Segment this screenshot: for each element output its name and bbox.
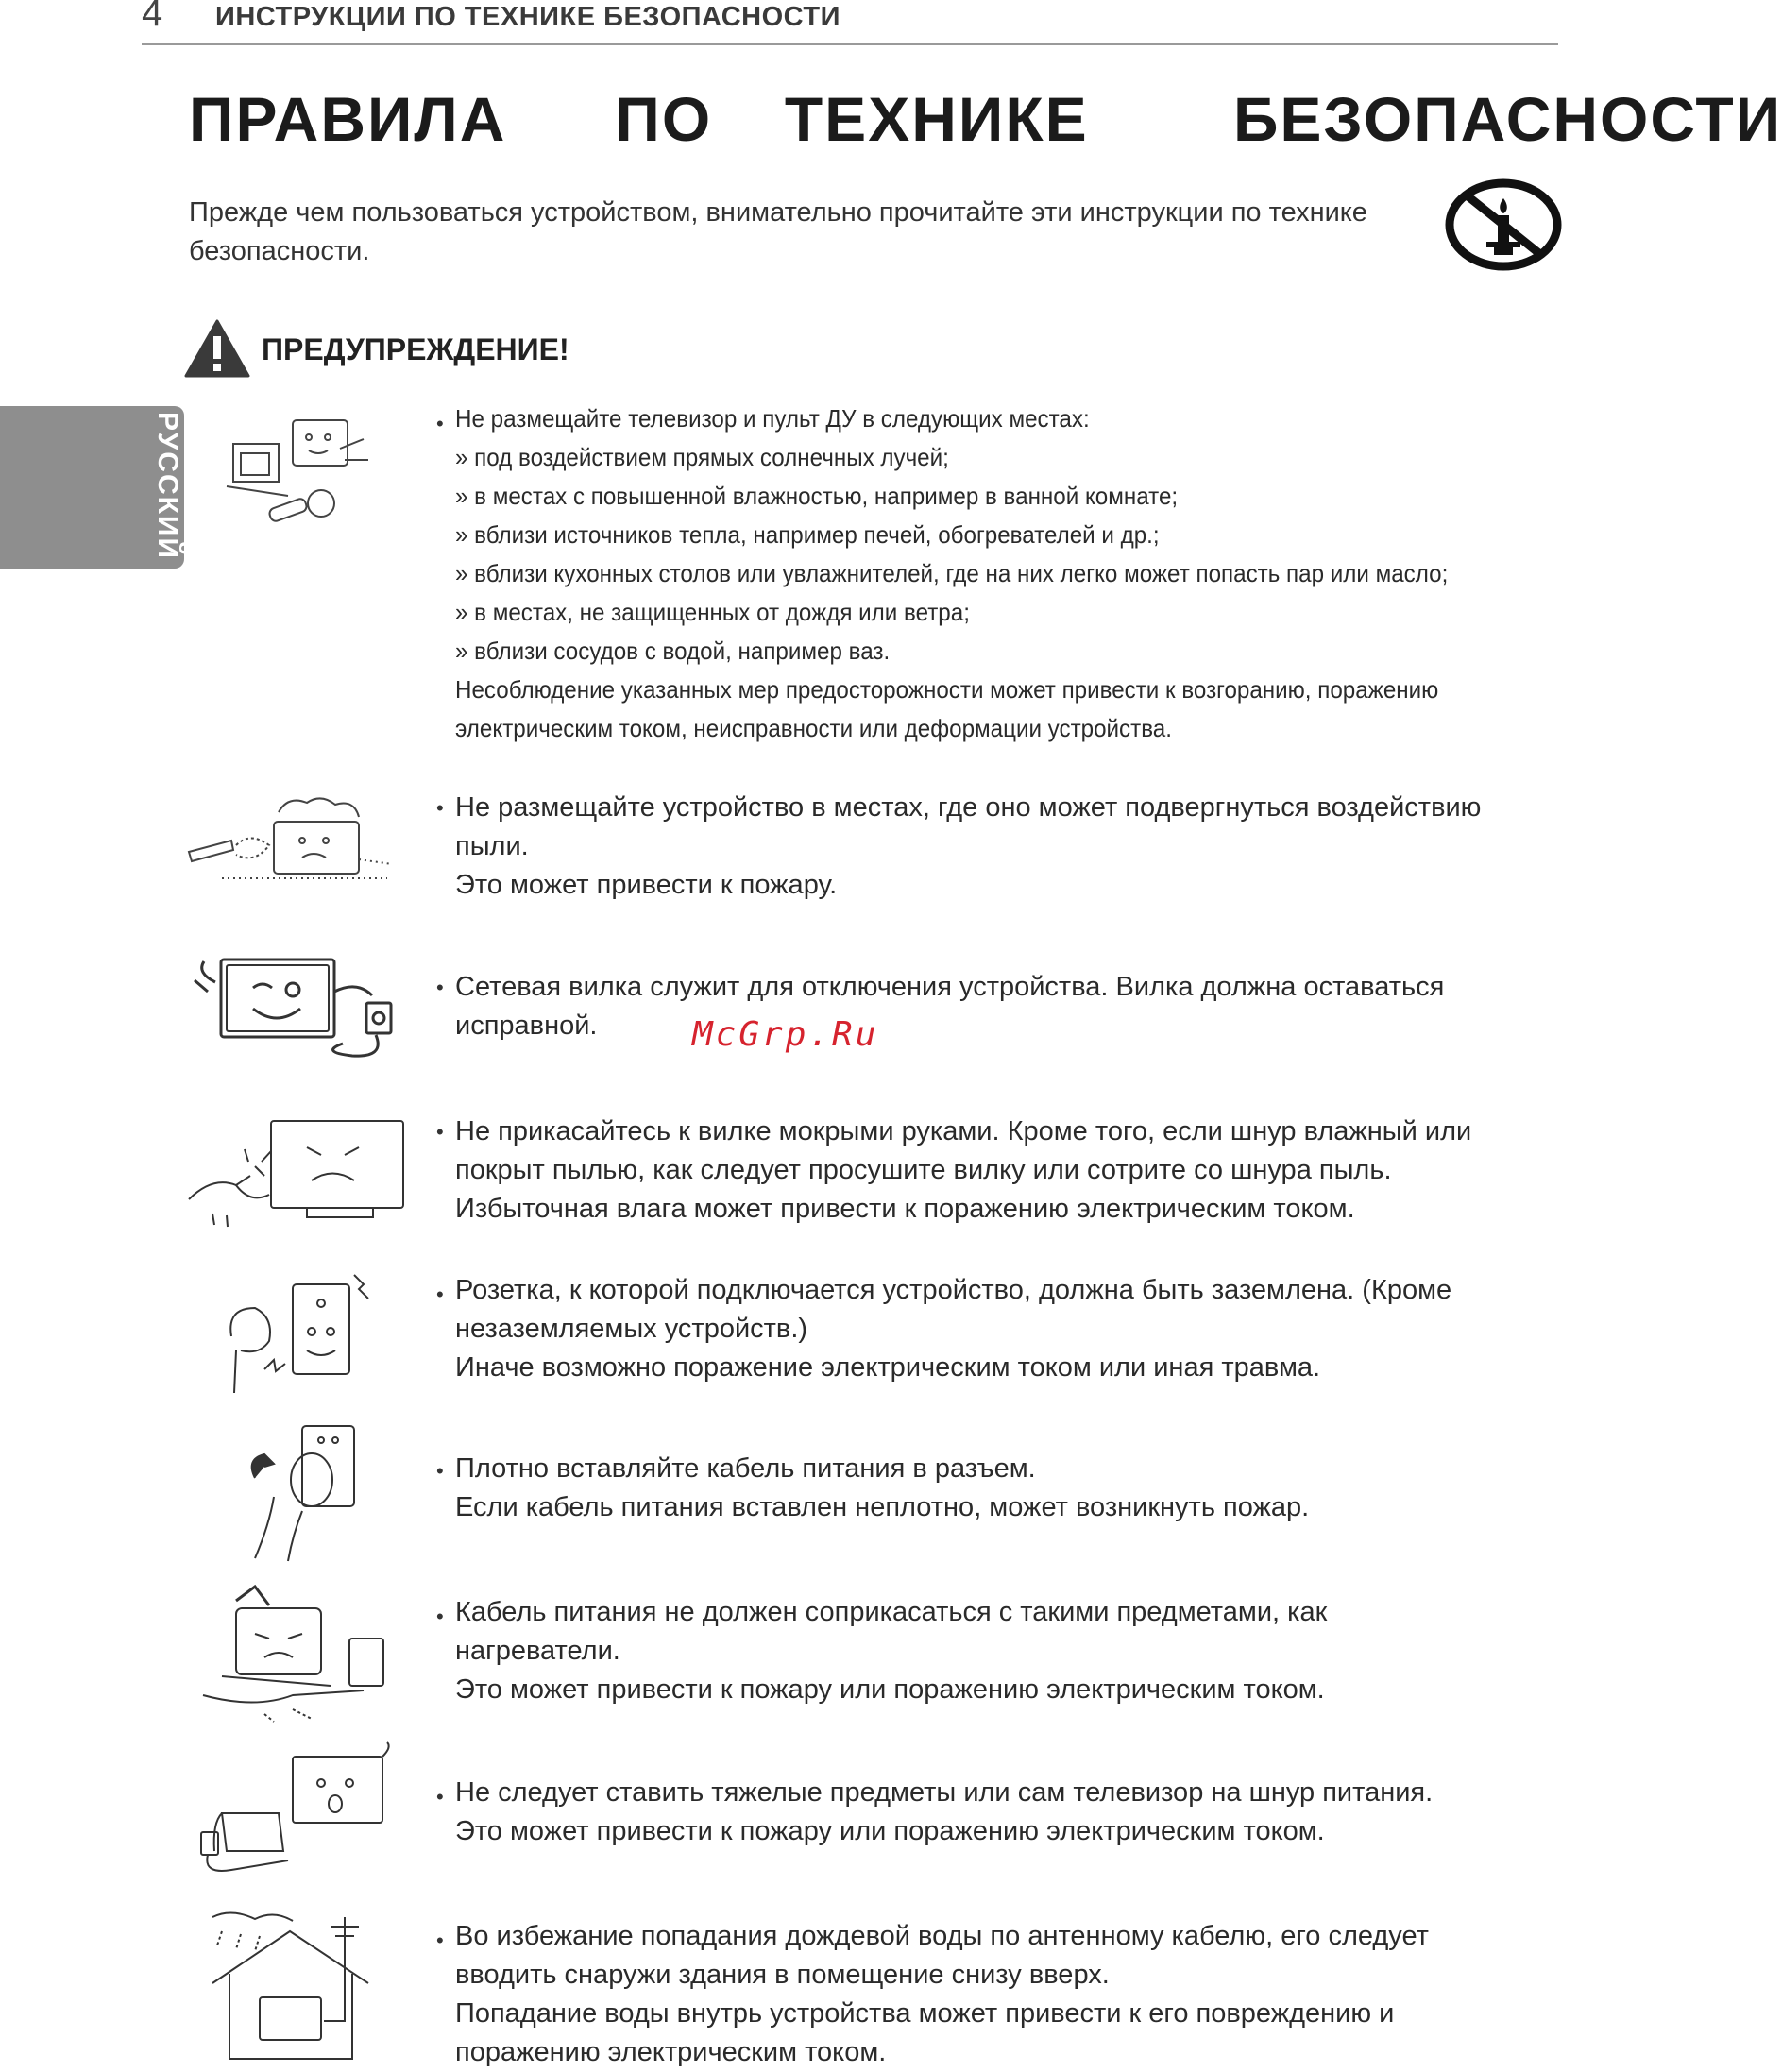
wet-hands-icon — [184, 1110, 411, 1232]
safety-item-line: Не размещайте телевизор и пульт ДУ в следующих местах: — [455, 404, 1090, 433]
page-number: 4 — [142, 0, 163, 34]
safety-item — [455, 1593, 1551, 1709]
safety-item — [455, 968, 1551, 1045]
safety-item-line: незаземляемых устройств.) — [455, 1314, 808, 1344]
safety-item-line: вводить снаружи здания в помещение снизу вверх. — [455, 1960, 1110, 1990]
page-title: ПРАВИЛА ПО ТЕХНИКЕ БЕЗОПАСНОСТИ — [189, 84, 1782, 154]
safety-item-line: Не прикасайтесь к вилке мокрыми руками. Кроме того, если шнур влажный или — [455, 1116, 1472, 1146]
safety-item-line: Это может привести к пожару. — [455, 870, 838, 900]
warning-triangle-icon — [184, 319, 250, 378]
safety-item-line: Плотно вставляйте кабель питания в разъем. — [455, 1453, 1036, 1484]
safety-item-line: исправной. — [455, 1011, 598, 1041]
dust-tv-icon — [184, 793, 397, 888]
grounded-outlet-icon — [217, 1265, 373, 1398]
safety-item-line: пыли. — [455, 831, 529, 861]
safety-item — [455, 1112, 1551, 1229]
heater-cable-icon — [198, 1582, 392, 1724]
safety-item — [455, 1271, 1551, 1387]
safety-item-line: нагреватели. — [455, 1636, 620, 1666]
safety-item-line: Это может привести к пожару или поражению электрическим током. — [455, 1816, 1325, 1846]
safety-item-line: » вблизи кухонных столов или увлажнителей, где на них легко может попасть пар или масло; — [455, 559, 1449, 587]
safety-item-line: поражению электрическим током. — [455, 2037, 887, 2067]
header-title: ИНСТРУКЦИИ ПО ТЕХНИКЕ БЕЗОПАСНОСТИ — [215, 2, 840, 32]
no-open-flame-icon — [1445, 178, 1562, 272]
warning-label: ПРЕДУПРЕЖДЕНИЕ! — [262, 332, 569, 366]
safety-item-line: Во избежание попадания дождевой воды по антенному кабелю, его следует — [455, 1921, 1429, 1951]
antenna-house-icon — [203, 1908, 378, 2064]
bullet-marker: • — [436, 796, 444, 820]
safety-item-line: Сетевая вилка служит для отключения устройства. Вилка должна оставаться — [455, 972, 1445, 1002]
safety-item-line: покрыт пылью, как следует просушите вилку или сотрите со шнура пыль. — [455, 1155, 1392, 1185]
language-tab-label: РУССКИЙ — [152, 412, 183, 561]
safety-item-line: » в местах, не защищенных от дождя или ветра; — [455, 598, 970, 626]
safety-item-line: Иначе возможно поражение электрическим током или иная травма. — [455, 1352, 1321, 1383]
bullet-marker: • — [436, 1120, 444, 1144]
safety-item — [455, 1450, 1551, 1527]
safety-item-line: » вблизи источников тепла, например печей, обогревателей и др.; — [455, 520, 1160, 549]
safety-item-line: » в местах с повышенной влажностью, например в ванной комнате; — [455, 482, 1179, 510]
safety-item — [455, 399, 1549, 748]
tv-placement-icon — [222, 401, 373, 534]
safety-item-line: Не следует ставить тяжелые предметы или сам телевизор на шнур питания. — [455, 1777, 1434, 1808]
safety-item-line: Несоблюдение указанных мер предосторожности может привести к возгоранию, поражению — [455, 675, 1439, 704]
plug-tv-icon — [187, 954, 404, 1067]
safety-item — [455, 789, 1551, 905]
bullet-marker: • — [436, 1459, 444, 1483]
safety-item-line: Это может привести к пожару или поражению электрическим током. — [455, 1674, 1325, 1705]
safety-item-line: Попадание воды внутрь устройства может привести к его повреждению и — [455, 1998, 1395, 2029]
safety-item-line: Кабель питания не должен соприкасаться с такими предметами, как — [455, 1597, 1328, 1627]
bullet-marker: • — [436, 1785, 444, 1809]
page-header — [142, 0, 1558, 45]
bullet-marker: • — [436, 976, 444, 999]
safety-item-line: » вблизи сосудов с водой, например ваз. — [455, 637, 891, 665]
insert-plug-icon — [236, 1421, 368, 1563]
watermark: McGrp.Ru — [692, 1015, 879, 1054]
intro-text: Прежде чем пользоваться устройством, внимательно прочитайте эти инструкции по технике безопасности. — [189, 197, 1367, 266]
bullet-marker: • — [436, 1928, 444, 1952]
safety-item-line: Избыточная влага может привести к поражению электрическим током. — [455, 1194, 1355, 1224]
heavy-object-cable-icon — [194, 1747, 392, 1879]
safety-item — [455, 1917, 1551, 2072]
bullet-marker: • — [436, 1605, 444, 1628]
safety-item-line: » под воздействием прямых солнечных лучей; — [455, 443, 949, 471]
safety-item-line: Не размещайте устройство в местах, где оно может подвергнуться воздействию — [455, 792, 1482, 823]
safety-item-line: Если кабель питания вставлен неплотно, может возникнуть пожар. — [455, 1492, 1310, 1522]
safety-item-line: электрическим током, неисправности или деформации устройства. — [455, 714, 1172, 742]
bullet-marker: • — [436, 412, 444, 435]
safety-item-line: Розетка, к которой подключается устройство, должна быть заземлена. (Кроме — [455, 1275, 1452, 1305]
safety-item — [455, 1774, 1551, 1851]
bullet-marker: • — [436, 1282, 444, 1306]
